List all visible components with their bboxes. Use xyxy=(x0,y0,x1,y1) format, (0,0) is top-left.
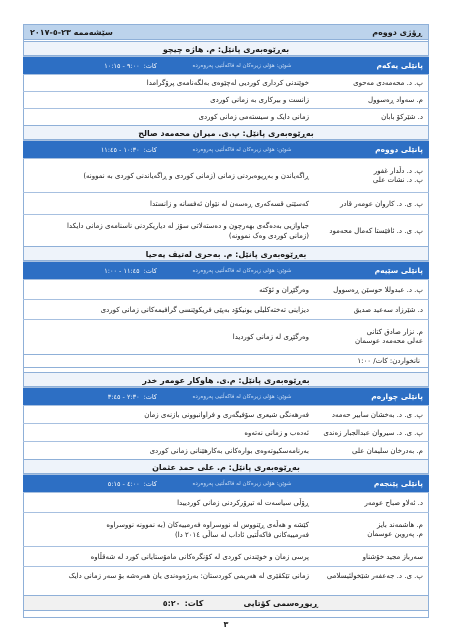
panel-header xyxy=(23,474,429,492)
panel-header xyxy=(23,387,429,405)
talk-title: کێشە و هەڵەی ڕێنووس لە نووسراوە فەرمییەکان (بە نموونە نووسراوە فەرمییەکانی فاکەڵتیی ئاداب لە ساڵی ٢٠١٤ دا) xyxy=(106,520,309,539)
panel-time: کات: ٩:٠٠ - ١٠:١٥ xyxy=(23,57,167,74)
talk-row xyxy=(23,423,429,441)
panel-header xyxy=(23,56,429,74)
panel-time: کات: ١١:٤٥ - ١:٠٠ xyxy=(23,262,167,279)
talk-title: ئەدەب و زمانی نەتەوە xyxy=(244,428,309,437)
talk-row xyxy=(23,441,429,459)
closing-label: ڕیوڕەسمی کۆتایی xyxy=(243,598,318,608)
presenter: پ. د. محەمەدی مەحوی xyxy=(353,79,423,87)
panel-name: پانێلی دووەم xyxy=(317,141,429,158)
talk-title: زانست و بیرکاری بە زمانی کوردی xyxy=(210,96,309,104)
panel-chair: بەڕێوەبەری پانێل: م. هاژە چیچو xyxy=(23,41,429,56)
talk-row xyxy=(23,566,429,584)
panel-header xyxy=(23,140,429,158)
talk-title: وەرگێڕان و ئۆکتە xyxy=(259,285,309,294)
closing-time: ٥:٢٠ xyxy=(162,598,181,608)
panel-name: پانێلی سێیەم xyxy=(317,262,429,279)
closing-ceremony xyxy=(23,595,429,611)
talk-title: پرسی زمان و خوێندنی کوردی لە کۆنگرەکانی مامۆستایانی کورد لە شەقڵاوە xyxy=(90,552,309,561)
presenter: م. نزار صادق کتانی عەلی محەمەد عوسمان xyxy=(355,327,423,345)
talk-row xyxy=(23,214,429,246)
talk-title: بەرنامەسکیوتەوەی بوارەکانی بەکارهێنانی زمانی کوردی xyxy=(149,446,309,455)
day-date: سێشەممە ٢٣-٥-٢٠١٧ xyxy=(30,27,113,37)
talk-title: زمانی تێکڤێری لە هەریمی کوردستان: بەرژەوەندی یان هەرەشە بۆ سەر زمانی دایک xyxy=(68,571,309,580)
talk-title: کەسێتی قسەکەری ڕەسەن لە نێوان ئەفسانە و زانستدا xyxy=(150,199,309,208)
talk-title: دیزاینی تەختەکلیلی یونیکۆد بەپێی فریکوێنسی گرافیمەکانی زمانی کوردی xyxy=(100,305,309,314)
panel-chair: بەڕێوەبەری پانێل: م.ی. هاوکار عومەر خدر xyxy=(23,372,429,387)
presenter: د. ئەلاو صباح عومەر xyxy=(364,498,423,507)
talk-title: وەرگێڕی لە زمانی کوردیدا xyxy=(232,332,309,341)
panel-name: پانێلی چوارەم xyxy=(317,388,429,405)
talk-row xyxy=(23,108,429,125)
presenter: د. شێرکۆ بابان xyxy=(381,113,423,121)
presenter: پ. ی. د. جەعفەر شێخولئیسلامی xyxy=(326,571,423,580)
day-header xyxy=(23,24,429,40)
talk-title: زمانی دایک و سیستەمی زمانی کوردی xyxy=(198,113,309,121)
panel-name: پانێلی پێنجەم xyxy=(317,475,429,492)
presenter: م. هاشمەند بایز م. پەروین عوسمان xyxy=(367,520,423,538)
presenter: پ. د. عبدوللا حوسێن ڕەسوول xyxy=(333,285,423,294)
presenter: پ. ی. د. کاروان عومەر قادر xyxy=(340,199,423,208)
talk-row xyxy=(23,546,429,566)
presenter: پ. ی. د. بەخشان سابیر حەمەد xyxy=(331,410,423,419)
talk-row xyxy=(23,512,429,546)
panel-time: کات: ١٠:٣٠ - ١١:٤٥ xyxy=(23,141,167,158)
talk-title: خوێندنی کرداری کوردیی لەچێوەی بەلگەنامەی پرۆگرامدا xyxy=(146,79,309,87)
panel-header xyxy=(23,261,429,279)
panel-time: کات: ٤:٠٠ - ٥:١٥ xyxy=(23,475,167,492)
presenter: پ. د. دڵدار غفور پ. د. نشات علی xyxy=(372,166,423,184)
talk-title: ڕاگەیاندن و بەڕیوەبردنی زمانی (زمانی کوردی و ڕاگەیاندنی کوردی بە نموونە) xyxy=(83,171,309,180)
presenter: پ. ی. د. ئافێستا کەمال محەمود xyxy=(329,226,423,235)
talk-title: فەرهەنگی شیعری سۆفیگەری و فراوانبوونی بازنەی زمان xyxy=(144,410,309,419)
panel-chair: بەڕێوەبەری پانێل: پ.ی. میران محەمەد صالح xyxy=(23,125,429,140)
presenter: د. شێرزاد سەعید صدیق xyxy=(353,305,423,314)
talk-row xyxy=(23,158,429,192)
presenter: پ. ی. د. سیروان عبدالجبار زەندی xyxy=(323,428,423,437)
panel-name: پانێلی یەکەم xyxy=(317,57,429,74)
talk-row xyxy=(23,405,429,423)
panel-chair: بەڕێوەبەری پانێل: م. بەحری لەتیف یەحیا xyxy=(23,246,429,261)
talk-row xyxy=(23,299,429,319)
panel-time: کات: ٢:٣٠ - ٣:٤٥ xyxy=(23,388,167,405)
talk-title: جیاوازیی بەدەگەی بهەرچون و دەستەلاتی سۆز لە دیاریکردنی ناسنامەی زمانی دایکدا (زمانی کوردی وەک نموونە) xyxy=(66,221,309,240)
panel-chair: بەڕێوەبەری پانێل: م. علی حمد عثمان xyxy=(23,459,429,474)
talk-title: ڕۆڵی سیاسەت لە تیرۆرکردنی زمانی کوردییدا xyxy=(177,498,309,507)
talk-row xyxy=(23,74,429,91)
panel-location: شوێن: هۆلی زیرەکان لە فاکەڵتیی پەروەردە xyxy=(167,57,317,74)
talk-row xyxy=(23,192,429,214)
lunch-break: نانخواردن: کات/ ١:٠٠ xyxy=(23,354,429,368)
closing-time-label: کات: xyxy=(184,598,204,608)
page-number: ٣ xyxy=(223,620,229,629)
talk-row xyxy=(23,319,429,353)
panel-location: شوێن: هۆلی زیرەکان لە فاکەڵتیی پەروەردە xyxy=(167,262,317,279)
talk-row xyxy=(23,91,429,108)
presenter: م. سەواد ڕەسوول xyxy=(368,96,423,104)
talk-row xyxy=(23,279,429,299)
panel-location: شوێن: هۆلی زیرەکان لە فاکەڵتیی پەروەردە xyxy=(167,388,317,405)
schedule-page xyxy=(23,24,429,618)
panel-location: شوێن: هۆلی زیرەکان لە فاکەڵتیی پەروەردە xyxy=(167,141,317,158)
presenter: سەرباز مجید خۆشناو xyxy=(362,552,423,561)
presenter: م. بەدرخان سلیمان علی xyxy=(352,446,423,455)
day-title: ڕۆژی دووەم xyxy=(372,27,422,37)
panel-location: شوێن: هۆلی زیرەکان لە فاکەڵتیی پەروەردە xyxy=(167,475,317,492)
talk-row xyxy=(23,492,429,512)
